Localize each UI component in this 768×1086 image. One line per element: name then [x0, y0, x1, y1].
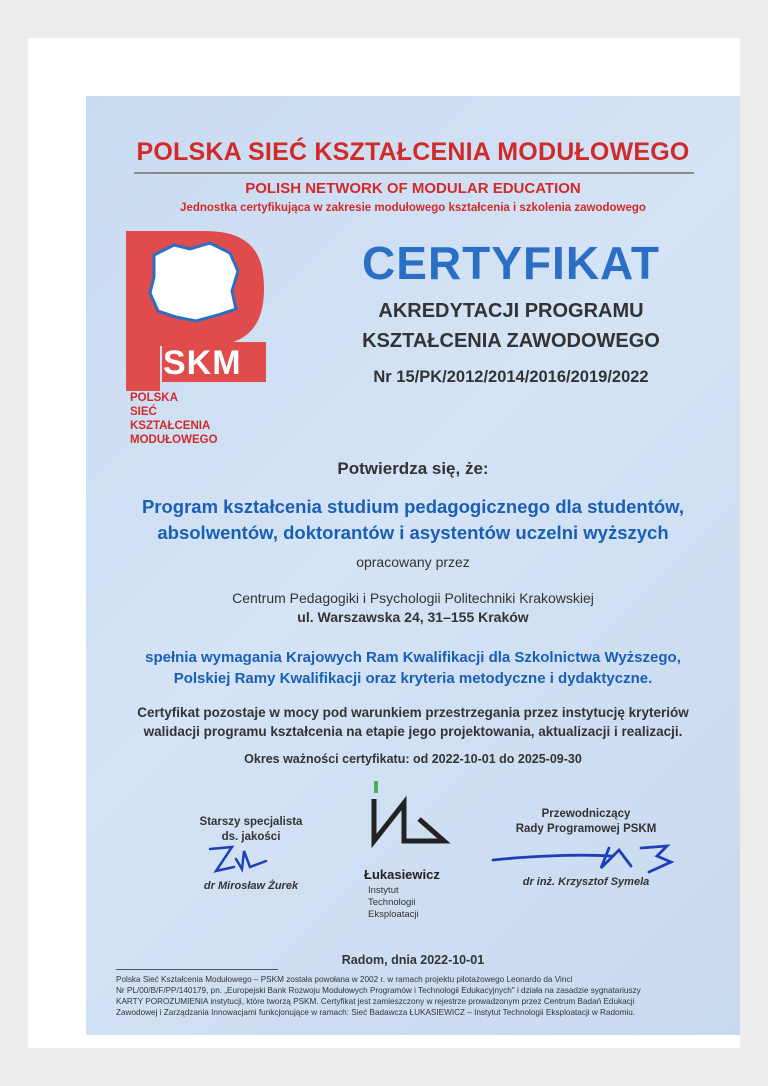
footer-note-line: Nr PL/00/B/F/PP/140179, pn. „Europejski Bank Rozwoju Modułowych Programów i Technologii Edukacyjnych" i działa na zasadzie sygnatariuszy — [116, 986, 641, 995]
certificate-subtitle-2: KSZTAŁCENIA ZAWODOWEGO — [362, 330, 660, 352]
logo-line: POLSKA — [130, 392, 178, 404]
requirements-line-2: Polskiej Ramy Kwalifikacji oraz kryteria metodyczne i dydaktyczne. — [173, 670, 653, 687]
left-signature-icon — [206, 841, 286, 877]
lukasiewicz-logo-icon — [364, 781, 454, 861]
footer-note-line: Polska Sieć Kształcenia Modułowego – PSKM została powołana w 2002 r. w ramach projektu pilotażowego Leonardo da Vinci — [116, 975, 573, 984]
org-title-pl: POLSKA SIEĆ KSZTAŁCENIA MODUŁOWEGO — [136, 138, 690, 166]
seal-line: Instytut — [368, 885, 399, 896]
right-signer-role-2: Rady Programowej PSKM — [515, 823, 657, 835]
certificate-number: Nr 15/PK/2012/2014/2016/2019/2022 — [373, 368, 649, 386]
right-signer-name: dr inż. Krzysztof Symela — [522, 876, 650, 888]
org-title-en: POLISH NETWORK OF MODULAR EDUCATION — [245, 180, 581, 197]
condition-line-1: Certyfikat pozostaje w mocy pod warunkiem przestrzegania przez instytucję kryteriów — [137, 705, 689, 720]
logo-line: MODUŁOWEGO — [130, 434, 218, 446]
footer-note — [116, 974, 720, 1018]
requirements-line-1: spełnia wymagania Krajowych Ram Kwalifikacji dla Szkolnictwa Wyższego, — [145, 649, 681, 666]
logo-letters: SKM — [163, 344, 242, 382]
logo-line: SIEĆ — [130, 406, 157, 418]
left-signer-name: dr Mirosław Żurek — [203, 880, 299, 892]
logo-text — [130, 391, 218, 447]
header-divider — [134, 172, 694, 174]
seal-line: Eksploatacji — [368, 909, 419, 920]
footer-note-line: KARTY POROZUMIENIA instytucji, które tworzą PSKM. Certyfikat jest zamieszczony w rejestrze prowadzonym przez Centrum Badań Edukacji — [116, 997, 635, 1006]
certificate-title: CERTYFIKAT — [362, 237, 660, 289]
org-tagline: Jednostka certyfikująca w zakresie modułowego kształcenia i szkolenia zawodowego — [180, 202, 646, 214]
condition-line-2: walidacji programu kształcenia na etapie jego projektowania, aktualizacji i realizacji. — [143, 724, 683, 739]
institution-line-1: Centrum Pedagogiki i Psychologii Politechniki Krakowskiej — [232, 590, 594, 606]
place-date: Radom, dnia 2022-10-01 — [341, 953, 485, 967]
right-signer-role-1: Przewodniczący — [541, 808, 631, 820]
certificate-subtitle-1: AKREDYTACJI PROGRAMU — [378, 300, 644, 322]
left-signer-role-2: ds. jakości — [221, 831, 281, 843]
seal-line: Technologii — [368, 897, 416, 908]
validity-period: Okres ważności certyfikatu: od 2022-10-01 do 2025-09-30 — [244, 752, 582, 766]
confirm-text: Potwierdza się, że: — [337, 459, 489, 478]
paper-sheet — [28, 38, 740, 1048]
lukasiewicz-seal — [364, 781, 454, 926]
right-signature-icon — [491, 838, 691, 878]
seal-lines — [368, 885, 419, 921]
program-line-2: absolwentów, doktorantów i asystentów uczelni wyższych — [157, 522, 669, 543]
prepared-by: opracowany przez — [356, 554, 470, 570]
left-signer-role-1: Starszy specjalista — [199, 816, 303, 828]
footer-rule — [116, 969, 278, 970]
logo-line: KSZTAŁCENIA — [130, 420, 211, 432]
institution-line-2: ul. Warszawska 24, 31–155 Kraków — [297, 609, 529, 625]
program-line-1: Program kształcenia studium pedagogicznego dla studentów, — [141, 496, 685, 517]
seal-name: Łukasiewicz — [364, 867, 440, 882]
certificate — [86, 96, 740, 1035]
pskm-logo — [126, 231, 266, 446]
footer-note-line: Zawodowej i Zarządzania Innowacjami funkcjonujące w ramach: Sieć Badawcza ŁUKASIEWICZ – Instytut Technologii Eksploatacji w Radomiu. — [116, 1008, 636, 1017]
